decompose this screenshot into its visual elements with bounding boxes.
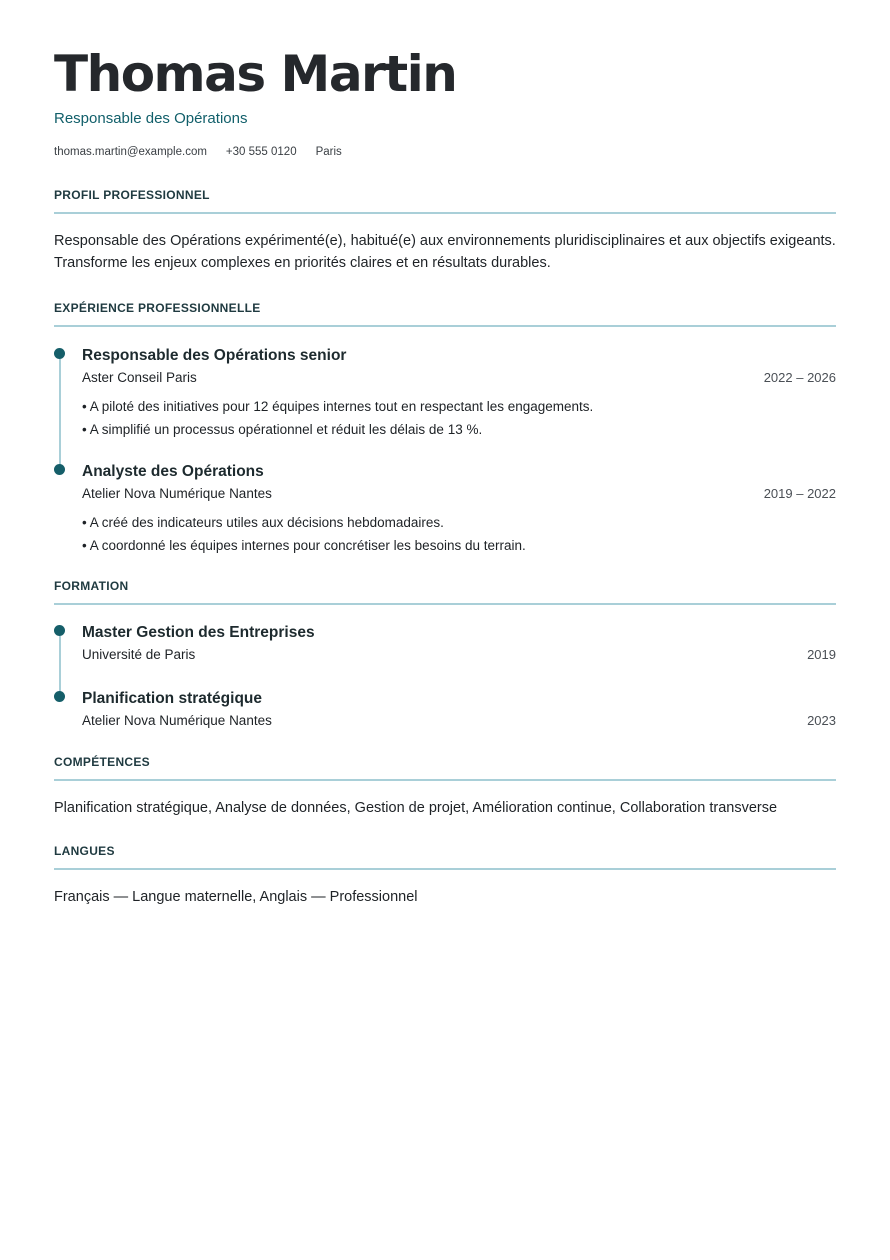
education-meta: [82, 712, 836, 730]
languages-text: Français — Langue maternelle, Anglais — Professionnel: [54, 889, 418, 905]
experience-entry: [54, 346, 836, 441]
experience-section: [54, 301, 836, 557]
education-date: 2023: [807, 713, 836, 728]
contact-city: Paris: [315, 146, 342, 158]
profile-text: Responsable des Opérations expérimenté(e), habitué(e) aux environnements pluridisciplinaires et aux objectifs exigeants. Transforme les enjeux complexes en priorités claires et en résultats durables.: [54, 233, 836, 271]
experience-timeline: [54, 346, 836, 557]
experience-bullet: • A coordonné les équipes internes pour concrétiser les besoins du terrain.: [82, 535, 836, 558]
timeline-dot-icon: [54, 348, 65, 359]
experience-dates: 2019 – 2022: [763, 486, 836, 501]
experience-company: Aster Conseil Paris: [82, 370, 197, 385]
experience-company: Atelier Nova Numérique Nantes: [82, 486, 272, 501]
languages-heading: LANGUES: [54, 844, 836, 870]
experience-bullet: • A piloté des initiatives pour 12 équipes internes tout en respectant les engagements.: [82, 396, 836, 419]
education-title: Planification stratégique: [82, 690, 263, 707]
education-school: Atelier Nova Numérique Nantes: [82, 713, 272, 728]
skills-heading: COMPÉTENCES: [54, 755, 836, 781]
education-section: [54, 579, 836, 730]
experience-meta: [82, 485, 836, 503]
experience-entry: [54, 462, 836, 557]
skills-text: Planification stratégique, Analyse de données, Gestion de projet, Amélioration continue, Collaboration transverse: [54, 800, 778, 816]
education-school: Université de Paris: [82, 647, 196, 662]
experience-meta: [82, 369, 836, 387]
experience-title: Analyste des Opérations: [82, 463, 264, 480]
experience-dates: 2022 – 2026: [763, 370, 836, 385]
experience-heading: EXPÉRIENCE PROFESSIONNELLE: [54, 301, 836, 327]
timeline-line: [59, 359, 61, 471]
timeline-line: [59, 636, 61, 692]
profile-heading: PROFIL PROFESSIONNEL: [54, 188, 836, 214]
timeline-dot-icon: [54, 625, 65, 636]
contact-email: thomas.martin@example.com: [54, 146, 207, 158]
languages-section: [54, 844, 836, 907]
education-date: 2019: [807, 647, 836, 662]
education-timeline: [54, 623, 836, 730]
candidate-role: Responsable des Opérations: [54, 110, 248, 127]
experience-bullets: [82, 512, 836, 557]
candidate-name: Thomas Martin: [54, 45, 457, 103]
experience-title: Responsable des Opérations senior: [82, 347, 347, 364]
timeline-dot-icon: [54, 464, 65, 475]
experience-bullets: [82, 396, 836, 441]
experience-bullet: • A simplifié un processus opérationnel et réduit les délais de 13 %.: [82, 419, 836, 442]
skills-section: [54, 755, 836, 818]
education-title: Master Gestion des Entreprises: [82, 624, 315, 641]
contact-line: [54, 145, 836, 159]
education-entry: [54, 623, 836, 664]
education-heading: FORMATION: [54, 579, 836, 605]
timeline-dot-icon: [54, 691, 65, 702]
education-entry: [54, 689, 836, 730]
experience-bullet: • A créé des indicateurs utiles aux décisions hebdomadaires.: [82, 512, 836, 535]
education-meta: [82, 646, 836, 664]
contact-phone: +30 555 0120: [225, 146, 297, 158]
profile-section: [54, 188, 836, 274]
